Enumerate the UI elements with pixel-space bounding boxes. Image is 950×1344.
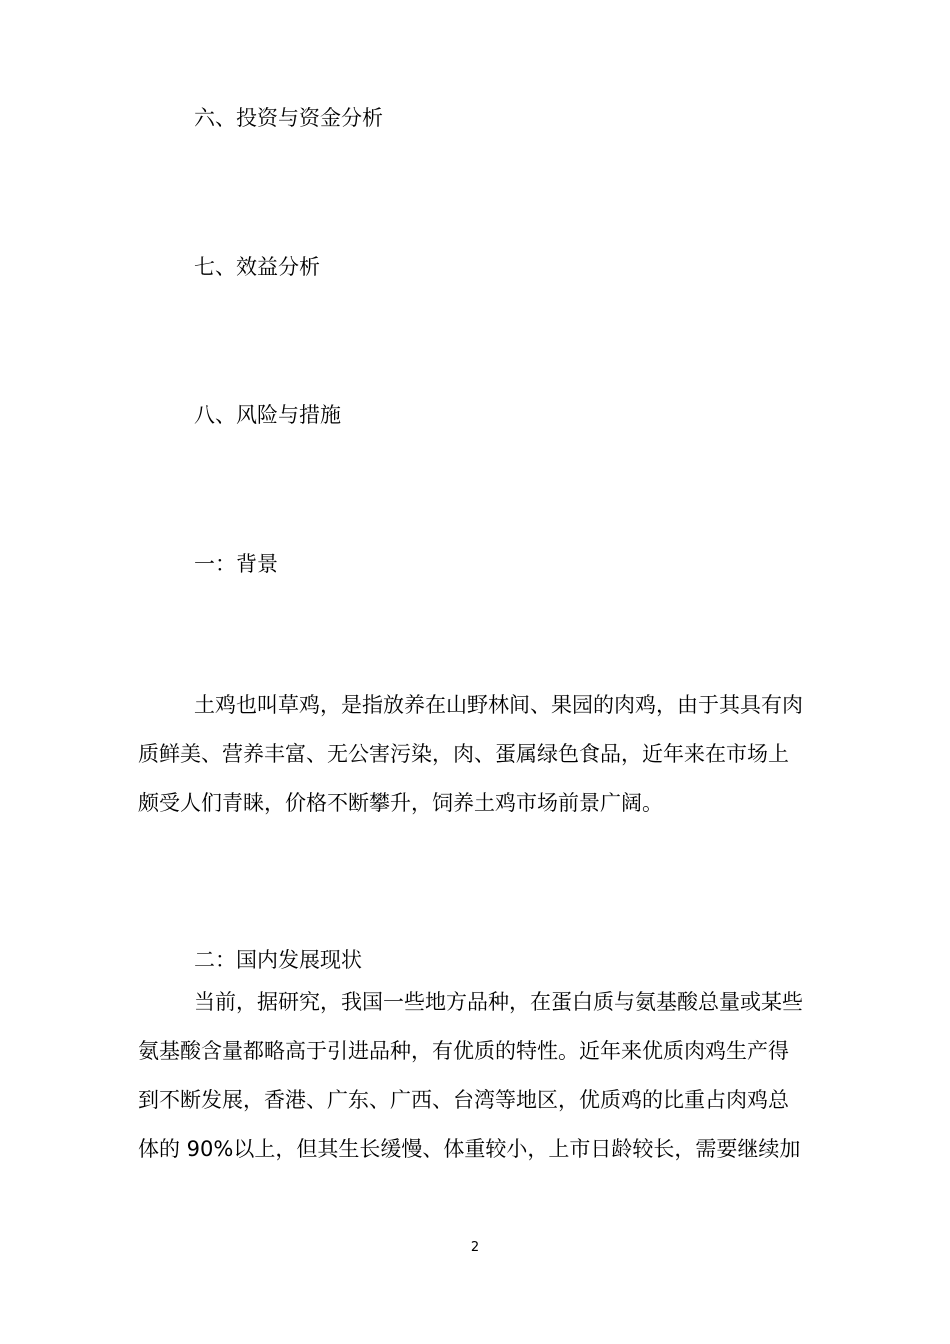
heading-background: 一：背景 xyxy=(194,552,278,576)
heading-risk-measures: 八、风险与措施 xyxy=(194,403,341,427)
paragraph-line: 体的 90%以上，但其生长缓慢、体重较小，上市日龄较长，需要继续加 xyxy=(138,1137,801,1161)
paragraph-line: 颇受人们青睐，价格不断攀升，饲养土鸡市场前景广阔。 xyxy=(138,791,663,815)
heading-benefit-analysis: 七、效益分析 xyxy=(194,255,320,279)
paragraph-line: 当前，据研究，我国一些地方品种，在蛋白质与氨基酸总量或某些 xyxy=(194,990,803,1014)
page-number: 2 xyxy=(470,1240,480,1255)
domestic-paragraph xyxy=(138,978,814,1174)
paragraph-line: 土鸡也叫草鸡，是指放养在山野林间、果园的肉鸡，由于其具有肉 xyxy=(194,693,803,717)
heading-domestic-status: 二：国内发展现状 xyxy=(194,948,362,972)
paragraph-line: 到不断发展，香港、广东、广西、台湾等地区，优质鸡的比重占肉鸡总 xyxy=(138,1088,789,1112)
heading-investment-analysis: 六、投资与资金分析 xyxy=(194,106,383,130)
background-paragraph xyxy=(138,681,814,828)
paragraph-line: 质鲜美、营养丰富、无公害污染，肉、蛋属绿色食品，近年来在市场上 xyxy=(138,742,789,766)
paragraph-line: 氨基酸含量都略高于引进品种，有优质的特性。近年来优质肉鸡生产得 xyxy=(138,1039,789,1063)
